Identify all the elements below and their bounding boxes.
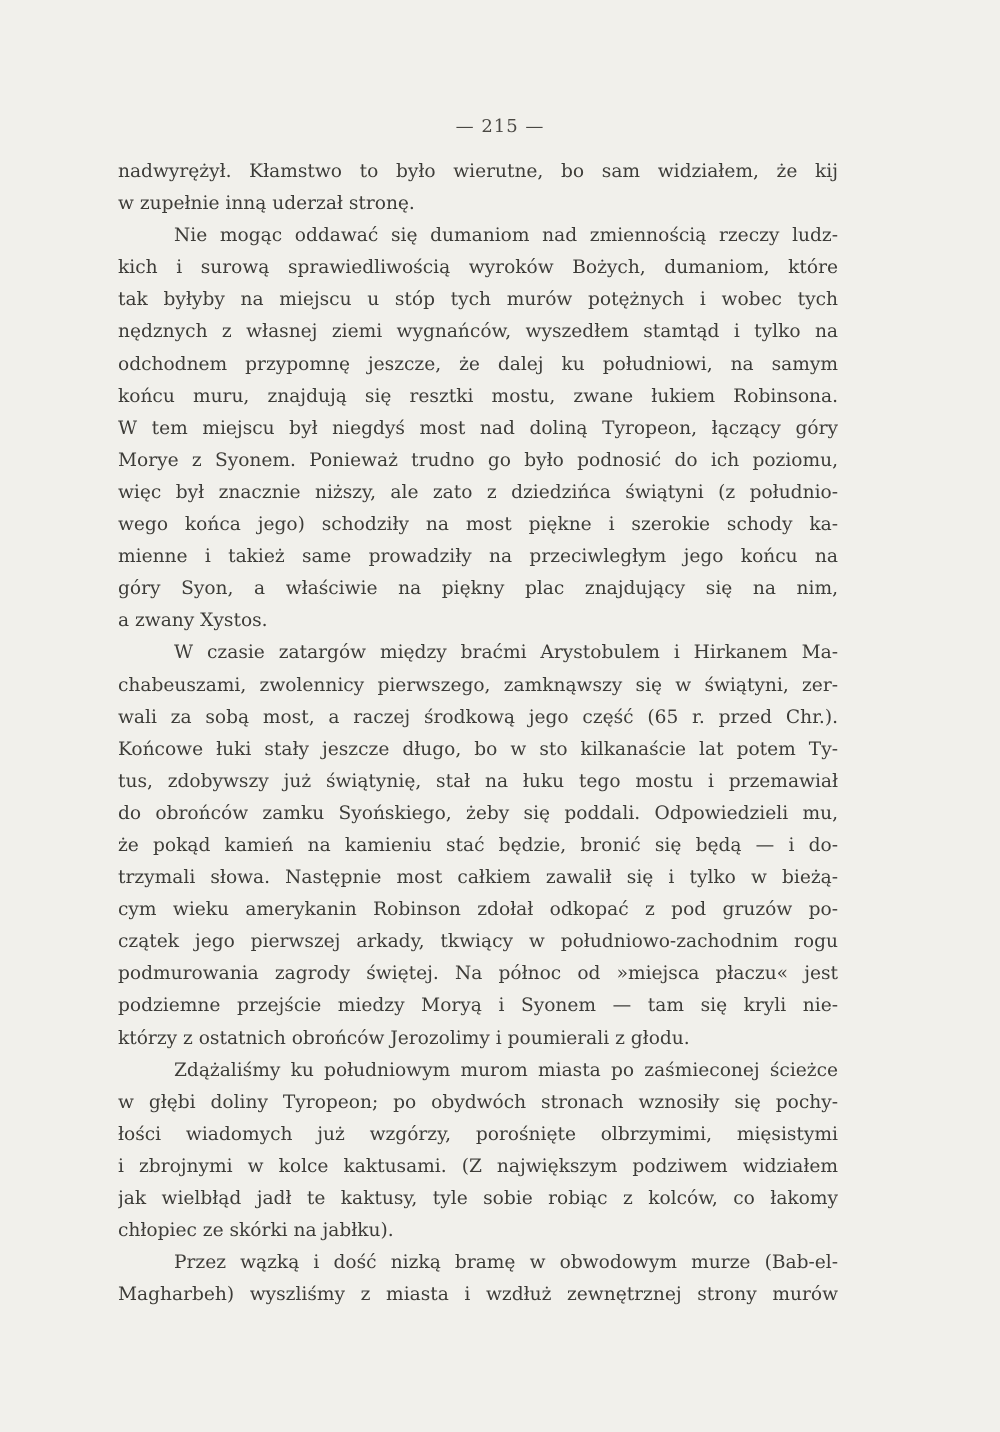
text-line: podziemne przejście miedzy Moryą i Syonem — tam się kryli nie- <box>118 995 838 1017</box>
text-line: podmurowania zagrody świętej. Na północ od »miejsca płaczu« jest <box>118 963 838 985</box>
text-line: trzymali słowa. Następnie most całkiem zawalił się i tylko w bieżą- <box>118 867 838 889</box>
text-line: w zupełnie inną uderzał stronę. <box>118 193 415 215</box>
text-line: i zbrojnymi w kolce kaktusami. (Z największym podziwem widziałem <box>118 1155 838 1177</box>
text-line: jak wielbłąd jadł te kaktusy, tyle sobie robiąc z kolców, co łakomy <box>118 1188 838 1209</box>
text-line: Zdążaliśmy ku południowym murom miasta po zaśmieconej ścieżce <box>174 1059 838 1081</box>
text-line: tus, zdobywszy już świątynię, stał na łuku tego mostu i przemawiał <box>118 770 838 792</box>
text-line: tak byłyby na miejscu u stóp tych murów potężnych i wobec tych <box>118 289 838 311</box>
text-line: góry Syon, a właściwie na piękny plac znajdujący się na nim, <box>118 578 838 600</box>
text-line: w głębi doliny Tyropeon; po obydwóch stronach wznosiły się pochy- <box>118 1091 838 1113</box>
text-line: Przez wązką i dość nizką bramę w obwodowym murze (Bab-el- <box>174 1252 838 1274</box>
text-line: mienne i takież same prowadziły na przeciwległym jego końcu na <box>118 546 838 568</box>
body-text <box>118 156 838 1311</box>
text-line: Magharbeh) wyszliśmy z miasta i wzdłuż zewnętrznej strony murów <box>118 1284 838 1306</box>
text-line: do obrońców zamku Syońskiego, żeby się poddali. Odpowiedzieli mu, <box>118 802 838 824</box>
text-line: którzy z ostatnich obrońców Jerozolimy i poumierali z głodu. <box>118 1027 690 1049</box>
text-line: W czasie zatargów między braćmi Arystobulem i Hirkanem Ma- <box>174 642 838 664</box>
text-line: cym wieku amerykanin Robinson zdołał odkopać z pod gruzów po- <box>118 899 838 921</box>
text-line: czątek jego pierwszej arkady, tkwiący w południowo-zachodnim rogu <box>118 931 838 953</box>
text-line: Morye z Syonem. Ponieważ trudno go było podnosić do ich poziomu, <box>118 449 838 471</box>
text-line: nędznych z własnej ziemi wygnańców, wyszedłem stamtąd i tylko na <box>118 321 838 343</box>
text-line: nadwyrężył. Kłamstwo to było wierutne, bo sam widziałem, że kij <box>118 161 838 182</box>
text-line: łości wiadomych już wzgórzy, porośnięte olbrzymimi, mięsistymi <box>118 1123 838 1145</box>
text-line: kich i surową sprawiedliwością wyroków Bożych, dumaniom, które <box>118 257 838 279</box>
text-line: więc był znacznie niższy, ale zato z dziedzińca świątyni (z południo- <box>118 481 838 503</box>
page-number: — 215 — <box>455 116 545 137</box>
text-line: wego końca jego) schodziły na most piękne i szerokie schody ka- <box>118 514 838 536</box>
text-line: Nie mogąc oddawać się dumaniom nad zmiennością rzeczy ludz- <box>174 225 838 247</box>
text-line: W tem miejscu był niegdyś most nad doliną Tyropeon, łączący góry <box>118 417 838 439</box>
text-line: wali za sobą most, a raczej środkową jego część (65 r. przed Chr.). <box>118 706 838 728</box>
text-line: a zwany Xystos. <box>118 610 268 632</box>
text-line: Końcowe łuki stały jeszcze długo, bo w sto kilkanaście lat potem Ty- <box>118 738 838 760</box>
text-line: chłopiec ze skórki na jabłku). <box>118 1220 394 1242</box>
text-line: chabeuszami, zwolennicy pierwszego, zamknąwszy się w świątyni, zer- <box>118 674 838 696</box>
text-line: końcu muru, znajdują się resztki mostu, zwane łukiem Robinsona. <box>118 385 838 407</box>
text-line: odchodnem przypomnę jeszcze, że dalej ku południowi, na samym <box>118 353 838 375</box>
text-line: że pokąd kamień na kamieniu stać będzie, bronić się będą — i do- <box>118 834 838 856</box>
